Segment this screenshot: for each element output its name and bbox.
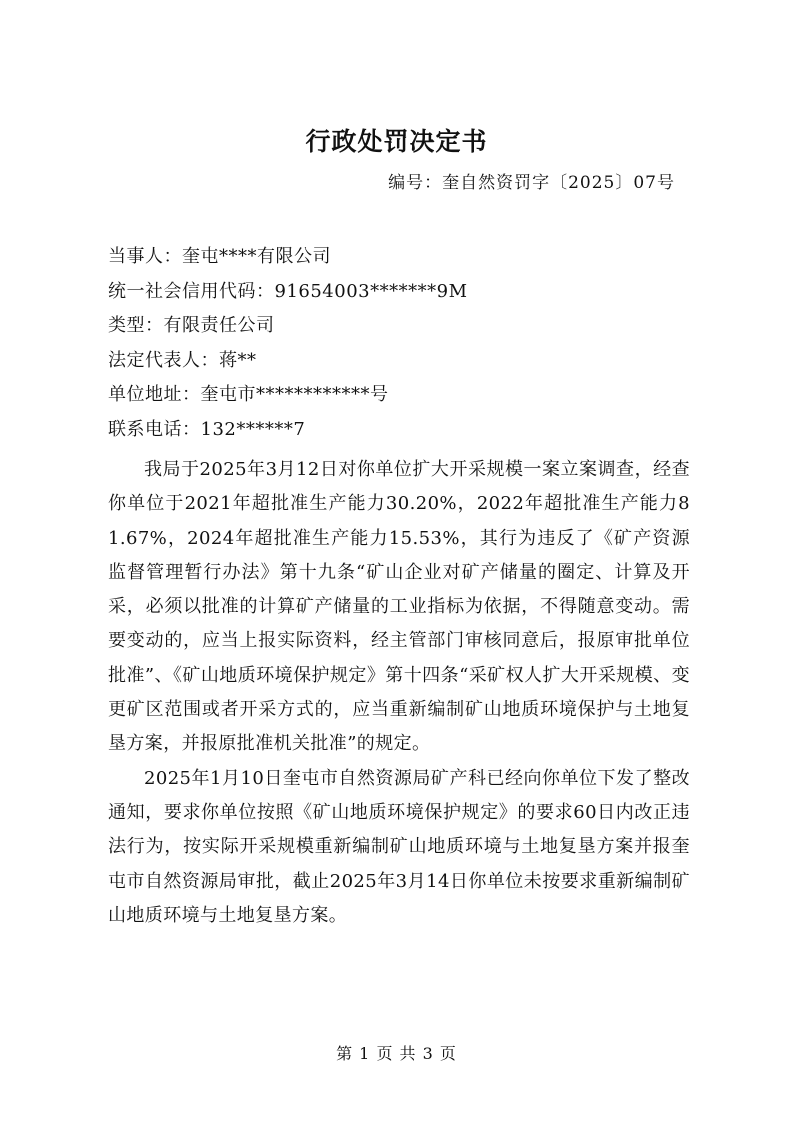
credit-code: 统一社会信用代码：91654003*******9M: [108, 280, 468, 302]
legal-representative: 法定代表人：蒋**: [108, 349, 257, 371]
company-type: 类型：有限责任公司: [108, 315, 275, 336]
paragraph-rectification: 2025年1月10日奎屯市自然资源局矿产科已经向你单位下发了整改通知，要求你单位按照《矿山地质环境保护规定》的要求60日内改正违法行为，按实际开采规模重新编制矿山地质环境与土地复垦方案并报奎屯市自然资源局审批，截止2025年3月14日你单位未按要求重新编制矿山地质环境与土地复垦方案。: [108, 767, 690, 926]
document-title: 行政处罚决定书: [305, 127, 488, 156]
party-info: [108, 240, 698, 447]
contact-phone: 联系电话：132******7: [108, 418, 306, 440]
paragraph-investigation: 我局于2025年3月12日对你单位扩大开采规模一案立案调查，经查你单位于2021年超批准生产能力30.20%，2022年超批准生产能力81.67%，2024年超批准生产能力15.53%，其行为违反了《矿产资源监督管理暂行办法》第十九条“矿山企业对矿产储量的圈定、计算及开采，必须以批准的计算矿产储量的工业指标为依据，不得随意变动。需要变动的，应当上报实际资料，经主管部门审核同意后，报原审批单位批准”、《矿山地质环境保护规定》第十四条“采矿权人扩大开采规模、变更矿区范围或者开采方式的，应当重新编制矿山地质环境保护与土地复垦方案，并报原批准机关批准”的规定。: [108, 459, 690, 755]
document-body: [108, 453, 690, 933]
company-address: 单位地址：奎屯市************号: [108, 384, 389, 405]
document-number: 编号：奎自然资罚字〔2025〕07号: [388, 173, 675, 193]
page-footer: 第 1 页 共 3 页: [336, 1044, 457, 1063]
party-name: 当事人：奎屯****有限公司: [108, 246, 331, 267]
